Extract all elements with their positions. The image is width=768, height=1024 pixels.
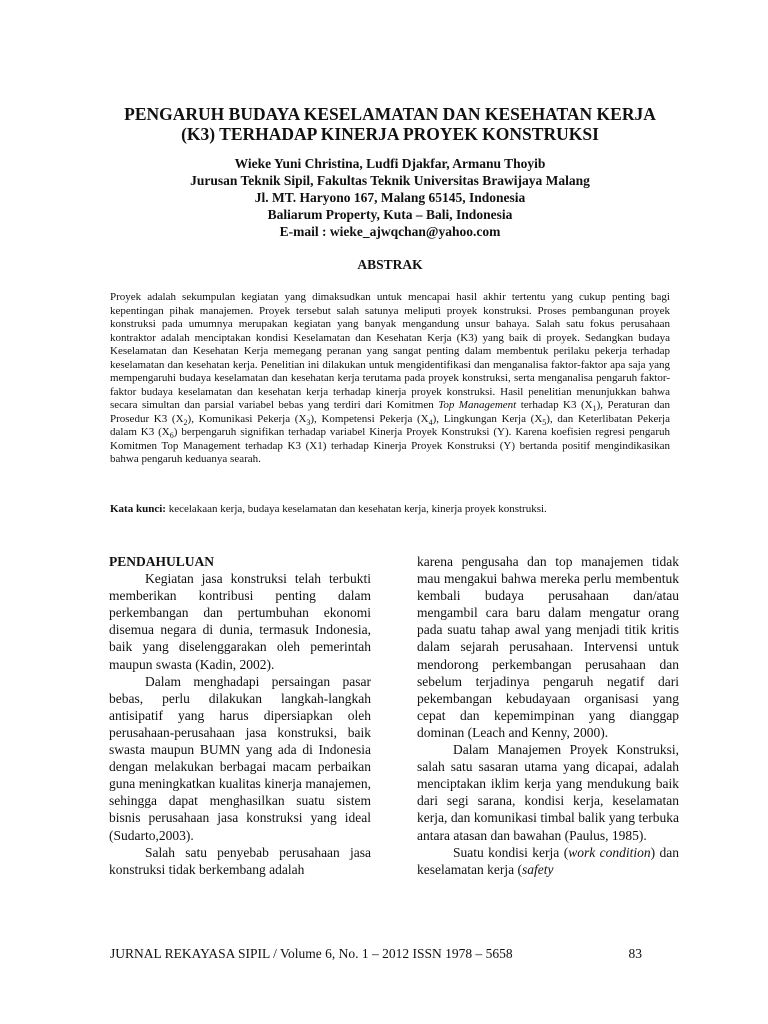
- keywords-text: kecelakaan kerja, budaya keselamatan dan kesehatan kerja, kinerja proyek konstruksi.: [165, 503, 547, 515]
- body-paragraph: Dalam Manajemen Proyek Konstruksi, salah satu sasaran utama yang dicapai, adalah menciptakan iklim kerja yang mendukung baik dari segi sarana, kondisi kerja, keselamatan kerja, dan komunikasi timbal balik yang terbuka antara atasan dan bawahan (Paulus, 1985).: [417, 742, 679, 843]
- body-paragraph: Dalam menghadapi persaingan pasar bebas, perlu dilakukan langkah-langkah antisipatif yang harus dipersiapkan oleh perusahaan-perusahaan jasa konstruksi, baik swasta maupun BUMN yang ada di Indonesia dengan melakukan berbagai macam perbaikan guna meningkatkan kualitas kinerja manajemen, sehingga dapat menghasilkan suatu sistem bisnis perusahaan jasa konstruksi yang ideal (Sudarto,2003).: [109, 673, 371, 843]
- author-company: Baliarum Property, Kuta – Bali, Indonesia: [267, 207, 513, 222]
- page-number: 83: [628, 946, 642, 961]
- author-email: E-mail : wieke_ajwqchan@yahoo.com: [279, 224, 501, 239]
- body-paragraph: Kegiatan jasa konstruksi telah terbukti memberikan kontribusi penting dalam perkembangan dan pertumbuhan ekonomi disemua negara di dunia, termasuk Indonesia, baik yang diselenggarakan oleh pemerintah maupun swasta (Kadin, 2002).: [109, 571, 371, 672]
- body-paragraph: Salah satu penyebab perusahaan jasa konstruksi tidak berkembang adalah: [109, 844, 371, 877]
- abstract-text: Proyek adalah sekumpulan kegiatan yang dimaksudkan untuk mencapai hasil akhir tertentu yang cukup penting bagi kepentingan pihak manajemen. Proyek tersebut salah satunya meliputi proyek konstruksi. Proses pembangunan proyek konstruksi pada umumnya merupakan kegiatan yang banyak mengandung unsur bahaya. Salah satu fokus perusahaan kontraktor adalah menciptakan kondisi Keselamatan dan Kesehatan Kerja (K3) yang baik di proyek. Sedangkan budaya Keselamatan dan Kesehatan Kerja memegang peranan yang sangat penting dalam membentuk perilaku pekerja terhadap keselamatan dan kesehatan kerja. Penelitian ini dilakukan untuk mengidentifikasi dan menganalisa faktor-faktor apa saja yang mempengaruhi budaya keselamatan dan kesehatan kerja terutama pada proyek konstruksi, serta menganalisa pengaruh faktor-faktor budaya keselamatan dan kesehatan kerja terhadap kinerja proyek konstruksi. Hasil penelitian menunjukkan bahwa secara simultan dan parsial variabel bebas yang terdiri dari Komitmen Top Management terhadap K3 $(X_1)$, Peraturan dan Prosedur K3 $(X_2)$, Komunikasi Pekerja $(X_3)$, Kompetensi Pekerja $(X_4)$, Lingkungan Kerja $(X_5)$, dan Keterlibatan Pekerja dalam K3 $(X_6)$ berpengaruh signifikan terhadap variabel Kinerja Proyek Konstruksi (Y). Karena koefisien regresi pengaruh Komitmen Top Management terhadap K3 (X1) terhadap Kinerja Proyek Konstruksi (Y) bertanda positif mengindikasikan bahwa pengaruh keduanya searah.: [110, 291, 670, 465]
- journal-citation: JURNAL REKAYASA SIPIL / Volume 6, No. 1 – 2012 ISSN 1978 – 5658: [110, 946, 513, 961]
- body-paragraph: karena pengusaha dan top manajemen tidak mau mengakui bahwa mereka perlu membentuk kembali budaya perusahaan dan/atau mengambil cara baru dalam mengatur orang pada suatu tahap awal yang menjadi titik kritis dalam sejarah perusahaan. Intervensi untuk mendorong perkembangan perusahaan dan sebelum terjadinya pengaruh negatif dari pekembangan kebudayaan organisasi yang cepat dan kepemimpinan yang dianggap dominan (Leach and Kenny, 2000).: [417, 554, 679, 740]
- title-line-1: PENGARUH BUDAYA KESELAMATAN DAN KESEHATAN KERJA: [124, 104, 656, 124]
- author-address: Jl. MT. Haryono 167, Malang 65145, Indonesia: [254, 190, 526, 205]
- body-column-left: [109, 553, 371, 878]
- keywords: [110, 503, 670, 517]
- paper-title: [90, 104, 690, 144]
- section-heading: PENDAHULUAN: [109, 554, 215, 569]
- author-block: [90, 155, 690, 240]
- body-paragraph: Suatu kondisi kerja (work condition) dan keselamatan kerja (safety: [417, 844, 680, 877]
- body-column-right: [417, 553, 679, 878]
- title-line-2: (K3) TERHADAP KINERJA PROYEK KONSTRUKSI: [181, 124, 599, 144]
- abstract-heading: ABSTRAK: [357, 257, 423, 272]
- author-affiliation: Jurusan Teknik Sipil, Fakultas Teknik Universitas Brawijaya Malang: [190, 173, 590, 188]
- page-footer: [110, 945, 670, 962]
- author-names: Wieke Yuni Christina, Ludfi Djakfar, Armanu Thoyib: [234, 156, 546, 171]
- keywords-label: Kata kunci:: [110, 503, 166, 515]
